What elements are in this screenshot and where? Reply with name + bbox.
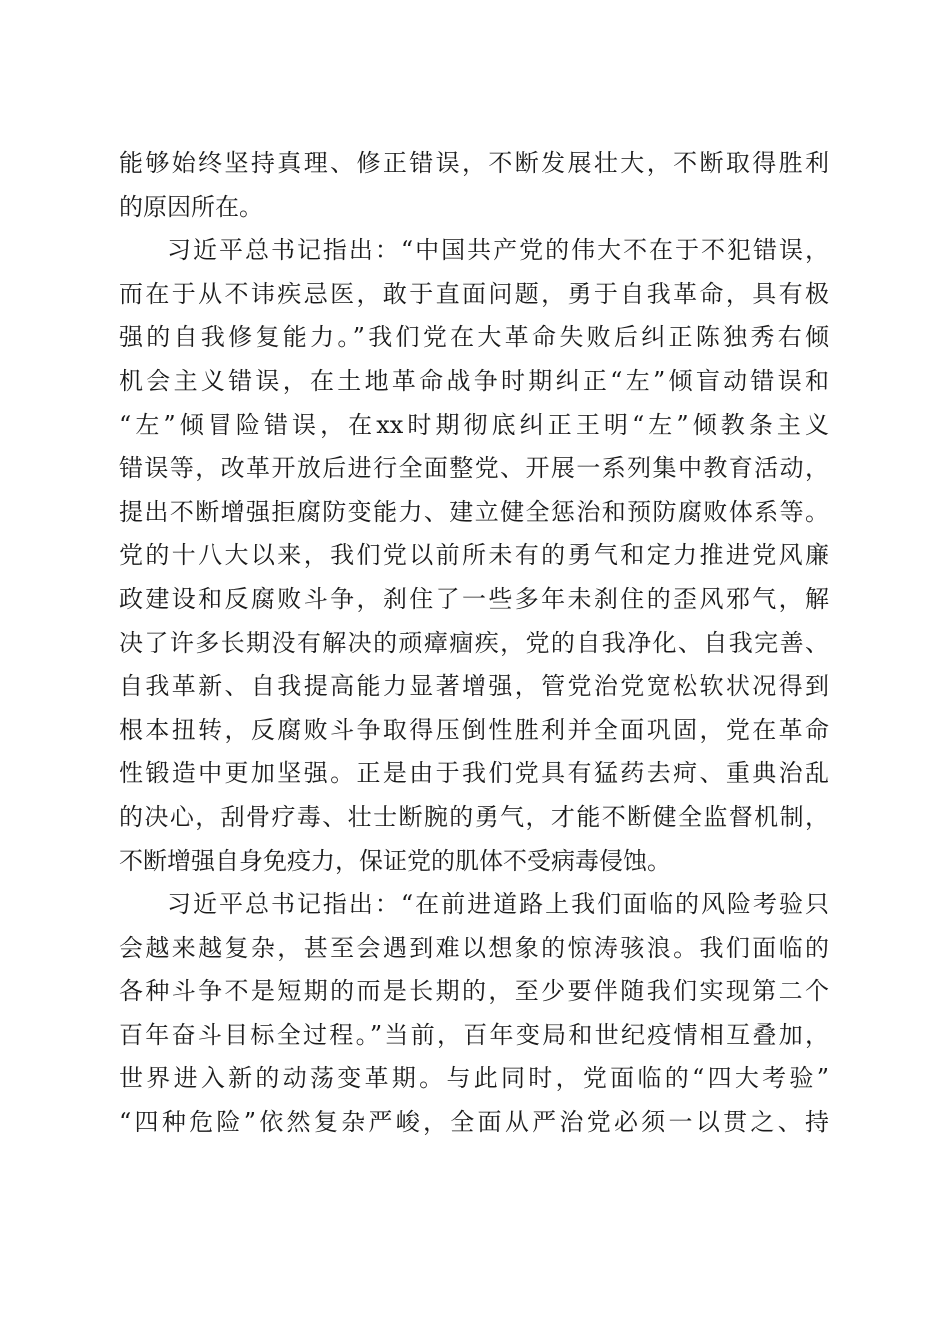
body-text xyxy=(119,142,829,1145)
text-line: 不断增强自身免疫力，保证党的肌体不受病毒侵蚀。 xyxy=(119,846,671,875)
text-line: “四种危险”依然复杂严峻，全面从严治党必须一以贯之、持 xyxy=(119,1108,829,1137)
text-line: 党的十八大以来，我们党以前所未有的勇气和定力推进党风廉 xyxy=(119,541,829,570)
text-line: 政建设和反腐败斗争，刹住了一些多年未刹住的歪风邪气，解 xyxy=(119,584,829,613)
text-line: 强的自我修复能力。”我们党在大革命失败后纠正陈独秀右倾 xyxy=(119,323,829,352)
text-line: 的决心，刮骨疗毒、壮士断腕的勇气，才能不断健全监督机制， xyxy=(119,802,829,831)
paragraph-start-line: 习近平总书记指出：“中国共产党的伟大不在于不犯错误， xyxy=(167,236,829,265)
text-line: 能够始终坚持真理、修正错误，不断发展壮大，不断取得胜利 xyxy=(119,149,829,177)
text-line: 世界进入新的动荡变革期。与此同时，党面临的“四大考验” xyxy=(119,1064,829,1093)
text-line: 各种斗争不是短期的而是长期的，至少要伴随我们实现第二个 xyxy=(119,977,829,1006)
text-line: 而在于从不讳疾忌医，敢于直面问题，勇于自我革命，具有极 xyxy=(119,279,829,308)
text-line: 根本扭转，反腐败斗争取得压倒性胜利并全面巩固，党在革命 xyxy=(119,715,829,744)
text-line: “左”倾冒险错误，在xx时期彻底纠正王明“左”倾教条主义 xyxy=(119,410,829,439)
paragraph-start-line: 习近平总书记指出：“在前进道路上我们面临的风险考验只 xyxy=(167,890,829,919)
text-line: 百年奋斗目标全过程。”当前，百年变局和世纪疫情相互叠加， xyxy=(119,1020,829,1049)
text-line: 决了许多长期没有解决的顽瘴痼疾，党的自我净化、自我完善、 xyxy=(119,628,829,657)
text-line: 性锻造中更加坚强。正是由于我们党具有猛药去疴、重典治乱 xyxy=(119,759,829,788)
text-line: 错误等，改革开放后进行全面整党、开展一系列集中教育活动， xyxy=(119,454,829,483)
text-line: 提出不断增强拒腐防变能力、建立健全惩治和预防腐败体系等。 xyxy=(119,497,829,526)
text-line: 会越来越复杂，甚至会遇到难以想象的惊涛骇浪。我们面临的 xyxy=(119,933,829,962)
text-line: 机会主义错误，在土地革命战争时期纠正“左”倾盲动错误和 xyxy=(119,366,829,395)
text-line: 自我革新、自我提高能力显著增强，管党治党宽松软状况得到 xyxy=(119,672,829,701)
text-line: 的原因所在。 xyxy=(119,192,263,221)
